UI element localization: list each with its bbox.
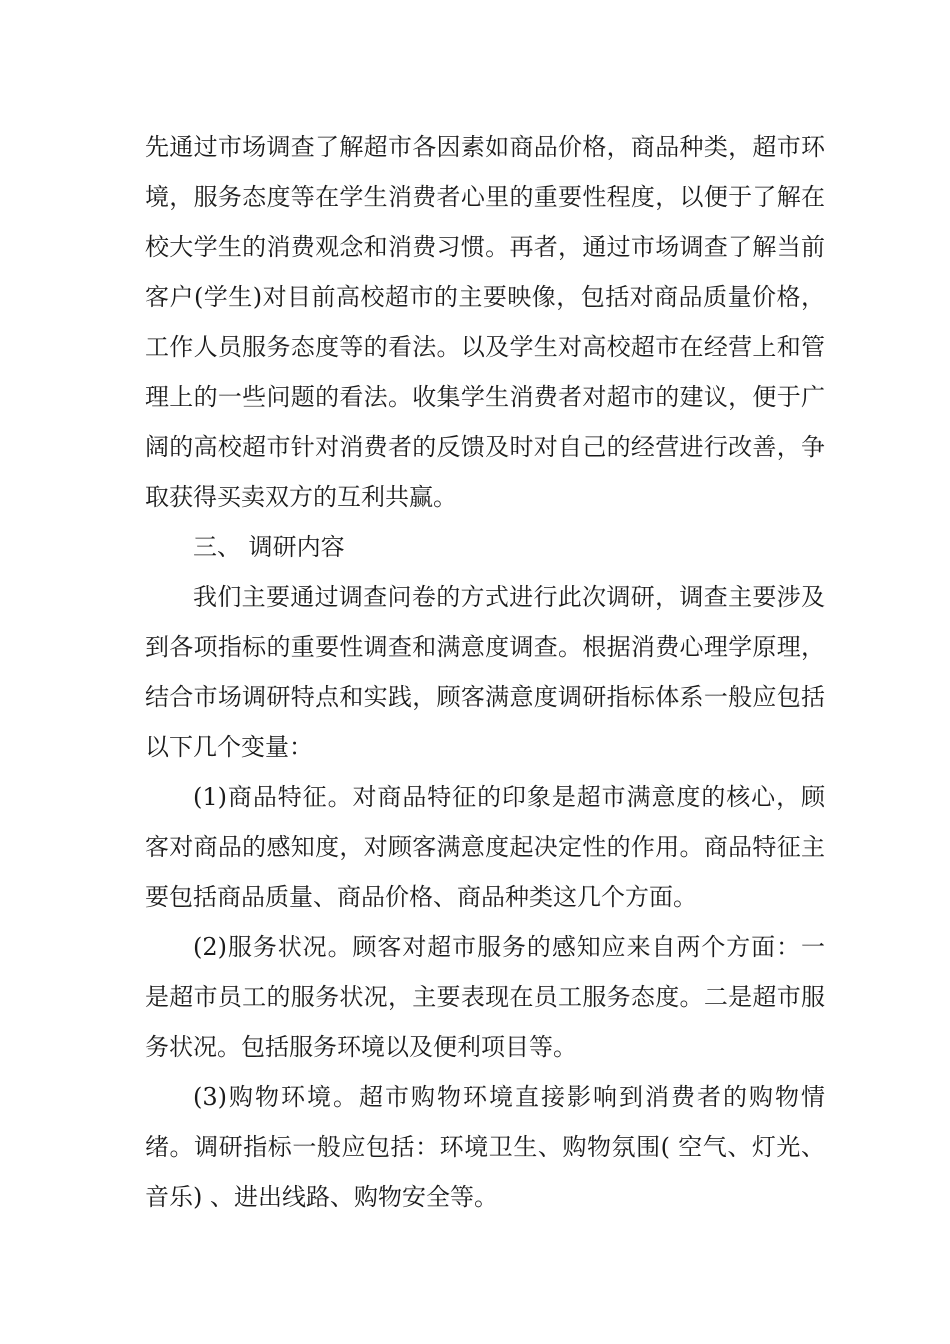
body-paragraph-product-features: (1)商品特征。对商品特征的印象是超市满意度的核心，顾客对商品的感知度，对顾客满意度起决定性的作用。商品特征主要包括商品质量、商品价格、商品种类这几个方面。 [145,783,825,911]
body-paragraph-shopping-environment: (3)购物环境。超市购物环境直接影响到消费者的购物情绪。调研指标一般应包括：环境卫生、购物氛围( 空气、灯光、音乐) 、进出线路、购物安全等。 [145,1083,825,1211]
body-paragraph-survey-purpose: 先通过市场调查了解超市各因素如商品价格，商品种类，超市环境，服务态度等在学生消费者心里的重要性程度，以便于了解在校大学生的消费观念和消费习惯。再者，通过市场调查了解当前客户(学生)对目前高校超市的主要映像，包括对商品质量价格，工作人员服务态度等的看法。以及学生对高校超市在经营上和管理上的一些问题的看法。收集学生消费者对超市的建议，便于广阔的高校超市针对消费者的反馈及时对自己的经营进行改善，争取获得买卖双方的互利共赢。 [145,133,825,511]
body-paragraph-service-status: (2)服务状况。顾客对超市服务的感知应来自两个方面：一是超市员工的服务状况，主要表现在员工服务态度。二是超市服务状况。包括服务环境以及便利项目等。 [145,933,825,1061]
section-heading-research-content: 三、 调研内容 [193,533,345,561]
document-page [145,122,825,1222]
body-paragraph-survey-method: 我们主要通过调查问卷的方式进行此次调研，调查主要涉及到各项指标的重要性调查和满意度调查。根据消费心理学原理，结合市场调研特点和实践，顾客满意度调研指标体系一般应包括以下几个变量： [145,583,825,761]
